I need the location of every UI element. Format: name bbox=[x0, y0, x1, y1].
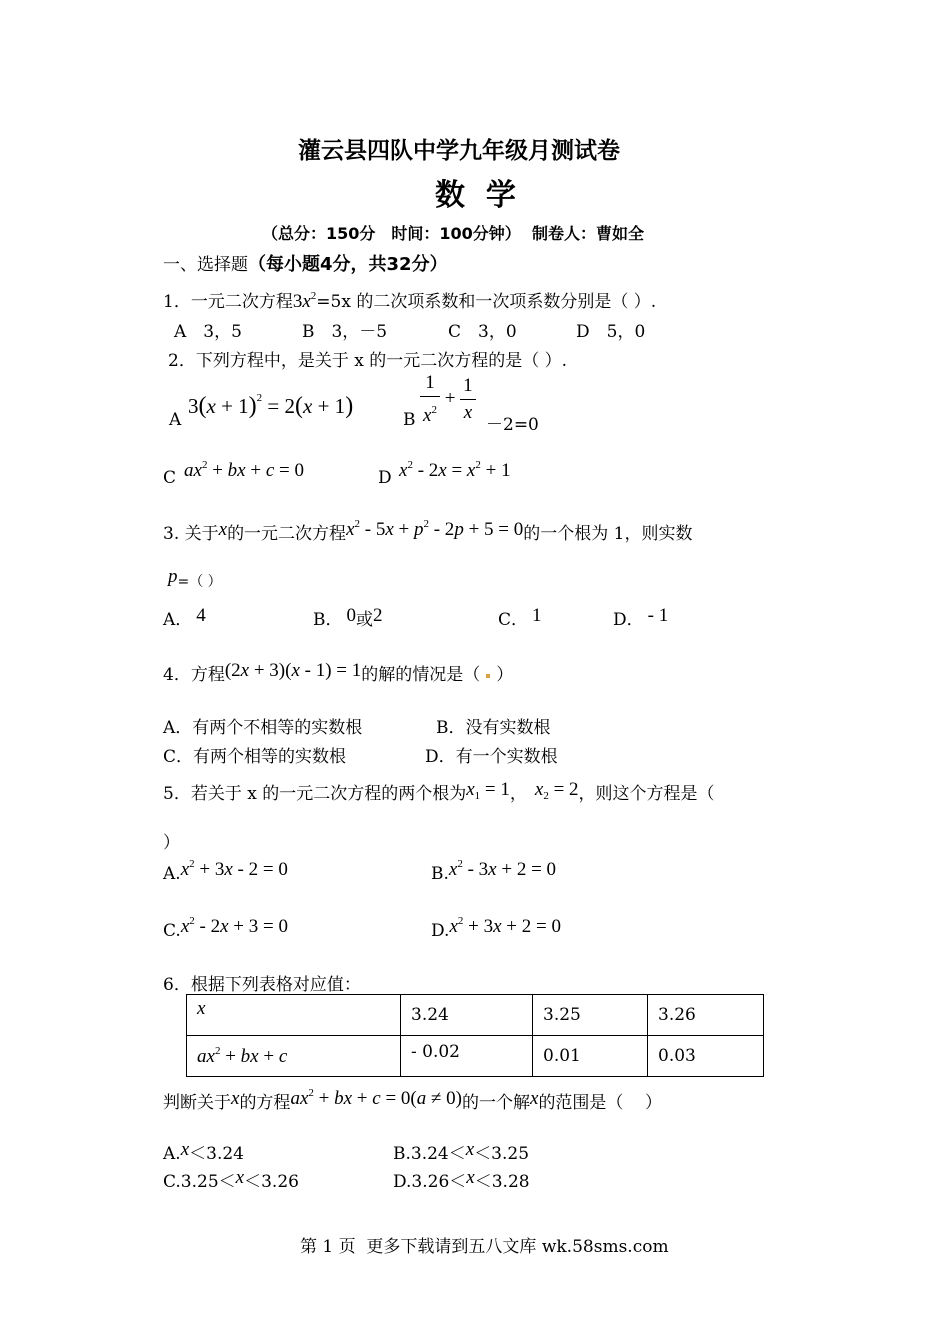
q3-option-d bbox=[613, 605, 668, 630]
q3-option-d-value: - 1 bbox=[647, 605, 669, 626]
q6-option-c bbox=[163, 1167, 299, 1192]
q1-option-a: A 3，5 bbox=[174, 322, 242, 342]
q2-option-d-math: $x^2 - 2x = x^2 + 1$ bbox=[399, 459, 511, 481]
table-cell: 0.03 bbox=[648, 1036, 764, 1077]
q5-option-c-math: $x^2 - 2x + 3 = 0$ bbox=[180, 915, 288, 937]
q6-option-d-post: ＜3.28 bbox=[474, 1172, 530, 1192]
q3-option-c-value: 1 bbox=[532, 605, 542, 626]
q6-option-b bbox=[393, 1139, 529, 1164]
q4-option-d: D．有一个实数根 bbox=[425, 747, 558, 767]
table-cell: 3.25 bbox=[533, 995, 648, 1036]
q2-option-b-math: $\frac{1}{x^2}$ + $\frac{1}{x}$ bbox=[420, 370, 476, 429]
q3-var-p: p bbox=[168, 566, 178, 587]
q6-option-d bbox=[393, 1167, 530, 1192]
q5-option-d bbox=[431, 915, 561, 941]
q3-equation: $x^2 - 5x + p^2 - 2p + 5 = 0$ bbox=[346, 518, 524, 540]
q5-option-a-math: $x^2 + 3x - 2 = 0$ bbox=[180, 858, 288, 880]
exam-info: （总分：150分 时间：100分钟） 制卷人：曹如全 bbox=[262, 224, 644, 243]
q5-option-a-label: A. bbox=[163, 864, 181, 884]
table-row bbox=[187, 1036, 764, 1077]
q2-option-a-label: A bbox=[169, 410, 182, 430]
q5-root-1: $x_1 = 1$ bbox=[466, 779, 510, 802]
q1-text-a: 1．一元二次方程 bbox=[163, 292, 293, 312]
q6-option-b-var: x bbox=[465, 1139, 475, 1160]
table-cell: 0.01 bbox=[533, 1036, 648, 1077]
q6-option-a-pre: A. bbox=[163, 1144, 181, 1164]
q2-option-c-label: C bbox=[163, 468, 177, 488]
q6-judge-c: 的一个解 bbox=[462, 1093, 530, 1113]
q4-text-c: ） bbox=[496, 665, 514, 685]
table-row bbox=[187, 995, 764, 1036]
q6-option-b-post: ＜3.25 bbox=[474, 1144, 530, 1164]
q6-judge-a: 判断关于 bbox=[163, 1093, 231, 1113]
q4-option-b: B．没有实数根 bbox=[436, 718, 551, 738]
q6-option-c-pre: C.3.25＜ bbox=[163, 1172, 236, 1192]
q1-text-b: =5x 的二次项系数和一次项系数分别是（ ）. bbox=[316, 292, 657, 312]
q6-var-x: x bbox=[231, 1088, 240, 1109]
q6-option-c-var: x bbox=[235, 1167, 245, 1188]
q2-option-c-math: $ax^2$ + bx + c = 0 bbox=[184, 459, 304, 481]
q6-option-c-post: ＜3.26 bbox=[244, 1172, 299, 1192]
q5-text-c: ，则这个方程是（ bbox=[578, 784, 715, 804]
q3-option-b-value-1: 0 bbox=[346, 605, 356, 626]
question-6: 6．根据下列表格对应值： bbox=[163, 975, 361, 995]
q5-option-b bbox=[431, 858, 556, 884]
q1-option-b: B 3，－5 bbox=[302, 322, 388, 342]
q5-option-c bbox=[163, 915, 288, 941]
question-5 bbox=[163, 779, 715, 804]
q2-option-b-label: B bbox=[403, 410, 416, 430]
q5-text-d: ） bbox=[163, 833, 180, 853]
q5-option-c-label: C. bbox=[163, 921, 181, 941]
q3-option-b-value-2: 2 bbox=[373, 605, 383, 626]
q3-option-c-label: C． bbox=[498, 610, 529, 630]
q1-option-d: D 5，0 bbox=[576, 322, 646, 342]
q3-text-d: =（ ） bbox=[177, 574, 222, 590]
question-2: 2．下列方程中，是关于 x 的一元二次方程的是（ ）. bbox=[168, 351, 568, 371]
q6-equation: $ax^2$ + bx + c = 0(a ≠ 0) bbox=[290, 1087, 462, 1109]
q6-option-b-pre: B.3.24＜ bbox=[393, 1144, 466, 1164]
question-4 bbox=[163, 660, 513, 685]
q6-option-a-post: ＜3.24 bbox=[189, 1144, 244, 1164]
question-3 bbox=[163, 518, 692, 544]
q2-option-b-tail: －2=0 bbox=[486, 415, 539, 435]
q3-option-d-label: D． bbox=[613, 610, 644, 630]
q1-math: $3x^2$ bbox=[292, 290, 317, 312]
q6-option-d-var: x bbox=[466, 1167, 475, 1188]
q6-judge-d: 的范围是（ ） bbox=[538, 1093, 663, 1113]
page-footer: 第 1 页 更多下载请到五八文库 wk.58sms.com bbox=[300, 1237, 669, 1257]
q5-option-d-math: $x^2 + 3x + 2 = 0$ bbox=[449, 915, 561, 937]
q6-option-a-var: x bbox=[180, 1139, 190, 1160]
q3-option-a-value: 4 bbox=[196, 605, 206, 626]
q6-option-a bbox=[163, 1139, 244, 1164]
q4-option-c: C．有两个相等的实数根 bbox=[163, 747, 347, 767]
q5-option-a bbox=[163, 858, 288, 884]
q4-option-a: A．有两个不相等的实数根 bbox=[163, 718, 363, 738]
q6-var-x-2: x bbox=[530, 1088, 539, 1109]
table-cell: 3.26 bbox=[648, 995, 764, 1036]
q3-option-c bbox=[498, 605, 542, 630]
table-cell: 3.24 bbox=[401, 995, 533, 1036]
table-header-expression: $ax^2$ + bx + c bbox=[187, 1036, 401, 1077]
question-1 bbox=[163, 287, 656, 313]
q1-option-c: C 3，0 bbox=[448, 322, 517, 342]
q5-option-d-label: D. bbox=[431, 921, 450, 941]
section-label: 一、选择题 bbox=[163, 255, 248, 275]
q4-text-b: 的解的情况是（ bbox=[361, 665, 481, 685]
q6-option-d-pre: D.3.26＜ bbox=[393, 1172, 467, 1192]
exam-title: 灌云县四队中学九年级月测试卷 bbox=[298, 138, 620, 164]
q3-option-b-or: 或 bbox=[356, 610, 373, 630]
q2-option-a-math: $3(x + 1)^2 = 2(x + 1)$ bbox=[188, 392, 354, 419]
q3-text-a: 3. 关于 bbox=[163, 524, 219, 544]
q3-line-2 bbox=[168, 566, 222, 591]
q5-text-a: 5．若关于 x 的一元二次方程的两个根为 bbox=[163, 784, 467, 804]
q2-option-d-label: D bbox=[378, 468, 392, 488]
q5-option-b-math: $x^2 - 3x + 2 = 0$ bbox=[448, 858, 557, 880]
q4-equation: (2x + 3)(x - 1) = 1 bbox=[224, 660, 362, 681]
q5-root-2: $x_2 = 2$ bbox=[534, 779, 579, 802]
section-heading bbox=[163, 250, 448, 276]
table-header-x: x bbox=[187, 995, 401, 1036]
q6-judge-line bbox=[163, 1087, 662, 1113]
section-note: （每小题4分，共32分） bbox=[248, 254, 448, 275]
q6-judge-b: 的方程 bbox=[239, 1093, 291, 1113]
q3-option-b bbox=[313, 605, 383, 630]
q5-text-b: ， bbox=[509, 784, 527, 804]
q3-option-a bbox=[163, 605, 206, 630]
q3-text-b: 的一元二次方程 bbox=[227, 524, 347, 544]
q3-var-x: x bbox=[218, 519, 228, 540]
q3-option-a-label: A． bbox=[163, 610, 193, 630]
q4-text-a: 4．方程 bbox=[163, 665, 225, 685]
blank-dot bbox=[486, 674, 490, 678]
q3-option-b-label: B． bbox=[313, 610, 343, 630]
values-table bbox=[186, 994, 764, 1077]
q3-text-c: 的一个根为 1，则实数 bbox=[523, 524, 693, 544]
table-cell: - 0.02 bbox=[401, 1036, 533, 1077]
subject-title: 数 学 bbox=[435, 178, 516, 213]
q5-option-b-label: B. bbox=[431, 864, 449, 884]
